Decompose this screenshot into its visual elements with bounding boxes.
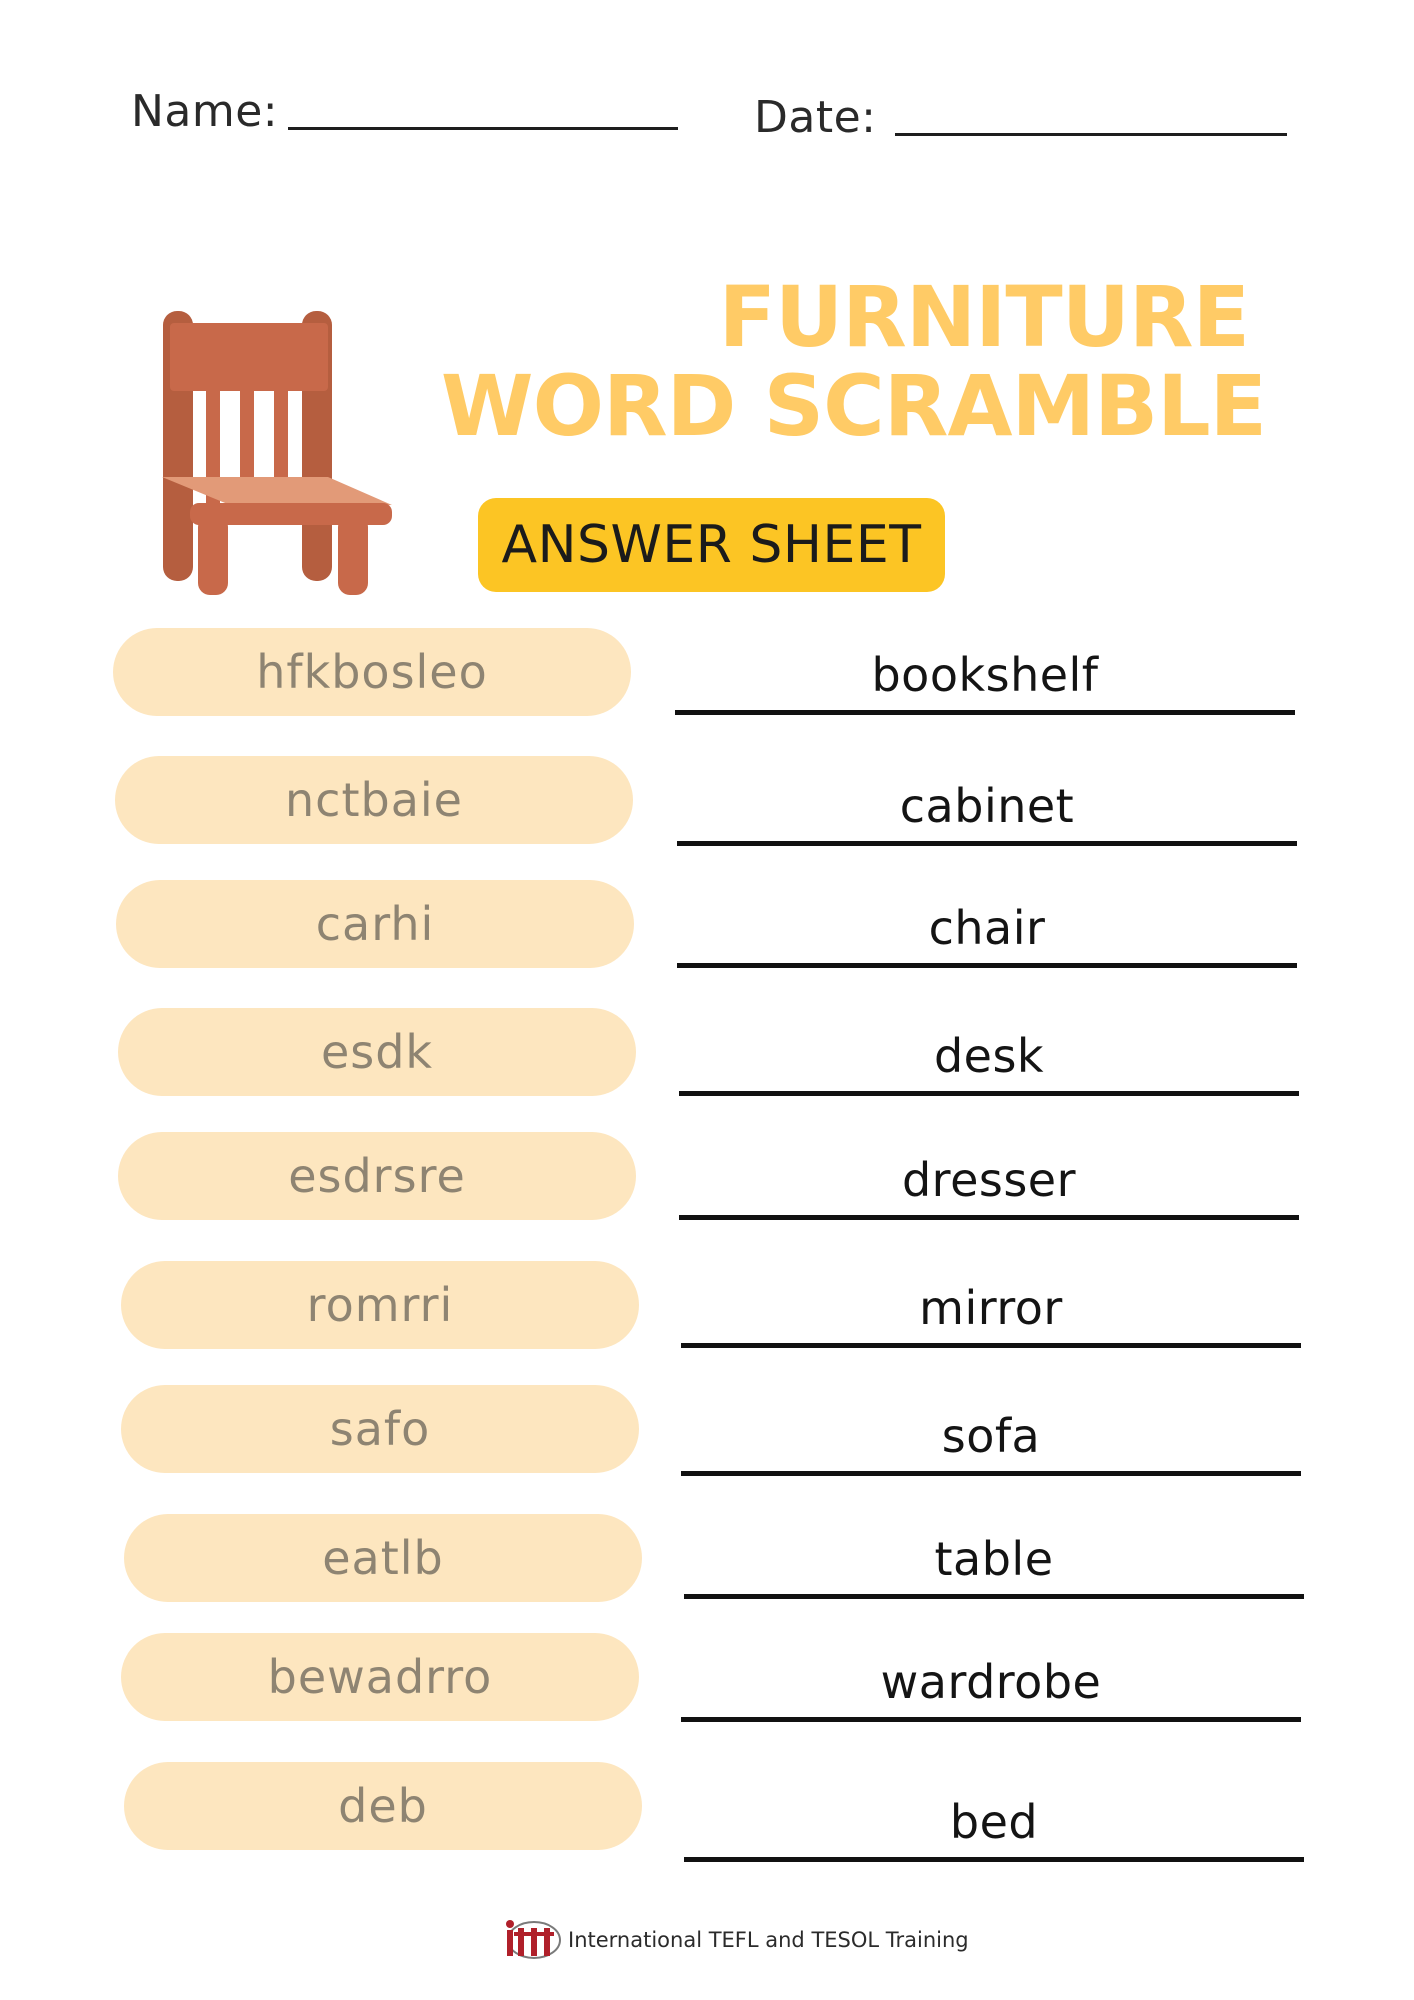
chair-icon [160,305,395,595]
scrambled-word-pill [113,628,631,716]
name-field[interactable] [131,86,678,137]
answer-sheet-label: ANSWER SHEET [501,515,922,575]
answer-line [679,1006,1299,1096]
answer-word: desk [933,1029,1045,1083]
scrambled-word: hfkbosleo [256,645,488,699]
answer-line [684,1772,1304,1862]
scrambled-word-pill [118,1008,636,1096]
title-line-2: WORD SCRAMBLE [440,357,1266,455]
name-label: Name: [131,86,279,137]
answer-line [681,1258,1301,1348]
answer-line [677,756,1297,846]
scrambled-word-pill [124,1762,642,1850]
footer-text: International TEFL and TESOL Training [568,1928,969,1952]
footer [500,1910,969,1970]
scrambled-word: safo [329,1402,431,1456]
scrambled-word: eatlb [322,1531,444,1585]
answer-word: sofa [941,1409,1041,1463]
answer-line [675,625,1295,715]
scrambled-word: esdk [320,1025,434,1079]
answer-word: bookshelf [871,648,1099,702]
answer-word: wardrobe [880,1655,1102,1709]
answer-line [679,1130,1299,1220]
answer-word: table [934,1532,1054,1586]
scrambled-word: romrri [306,1278,454,1332]
scrambled-word-pill [118,1132,636,1220]
name-line[interactable] [288,127,678,130]
title-line-1: FURNITURE [718,268,1249,366]
ittt-logo [500,1914,562,1966]
scrambled-word-pill [121,1261,639,1349]
scrambled-word: nctbaie [285,773,463,827]
answer-line [684,1509,1304,1599]
answer-sheet-badge [478,498,945,592]
scrambled-word-pill [121,1633,639,1721]
scrambled-word-pill [124,1514,642,1602]
date-label: Date: [754,92,877,143]
scrambled-word-pill [115,756,633,844]
date-field[interactable] [754,92,1287,143]
answer-word: bed [949,1795,1039,1849]
answer-word: cabinet [899,779,1075,833]
date-line[interactable] [895,133,1287,136]
scrambled-word: carhi [315,897,435,951]
scrambled-word: deb [338,1779,428,1833]
scrambled-word: esdrsre [288,1149,466,1203]
answer-word: mirror [919,1281,1063,1335]
scrambled-word-pill [116,880,634,968]
answer-line [677,878,1297,968]
answer-word: chair [928,901,1046,955]
scrambled-word: bewadrro [267,1650,493,1704]
answer-line [681,1386,1301,1476]
answer-word: dresser [901,1153,1077,1207]
scrambled-word-pill [121,1385,639,1473]
answer-line [681,1632,1301,1722]
